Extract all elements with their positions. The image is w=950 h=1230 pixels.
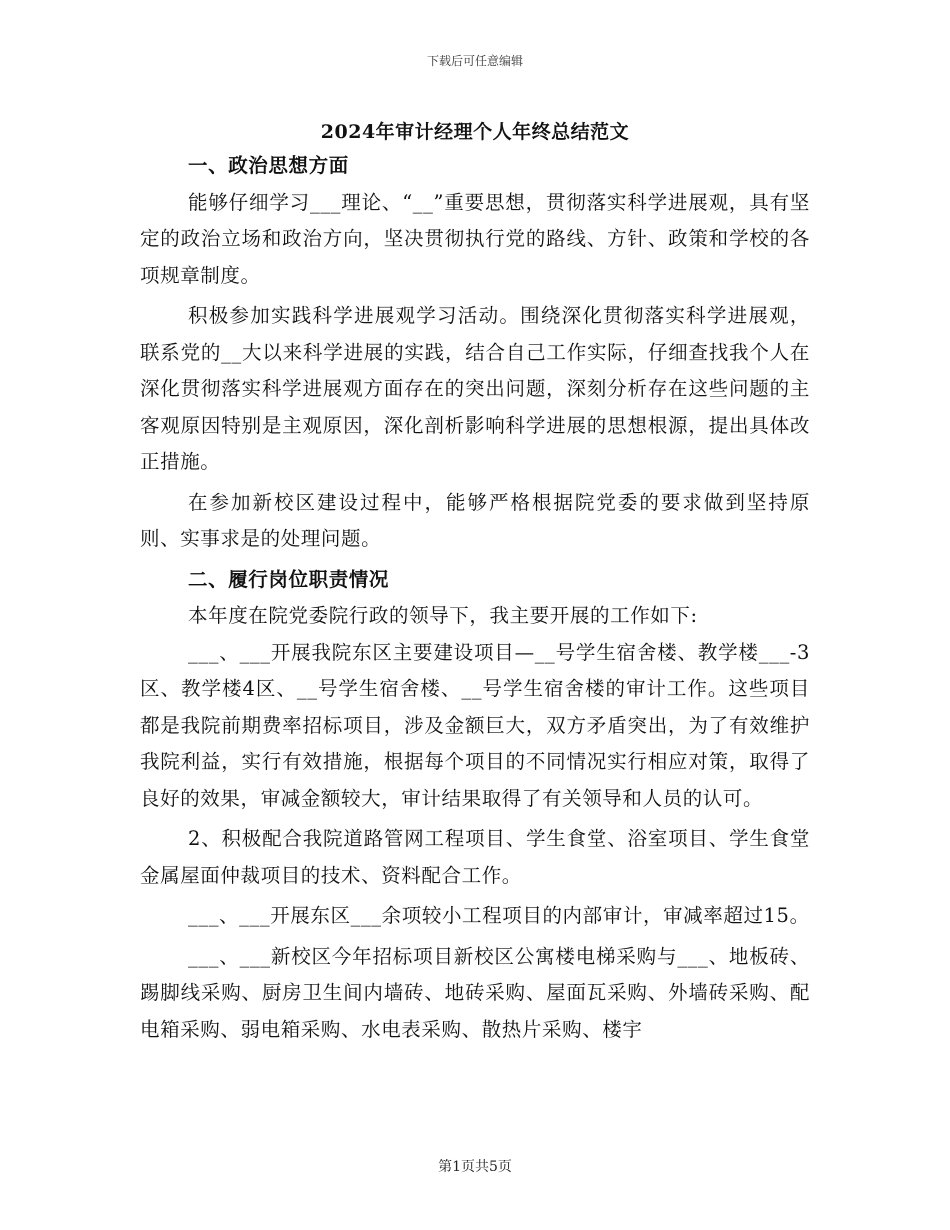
paragraph: ___、___新校区今年招标项目新校区公寓楼电梯采购与___、地板砖、踢脚线采购、厨房卫生间内墙砖、地砖采购、屋面瓦采购、外墙砖采购、配电箱采购、弱电箱采购、水电表采购、散热片采购、楼宇	[140, 944, 810, 1041]
document-body	[140, 148, 810, 1048]
paragraph: 本年度在院党委院行政的领导下，我主要开展的工作如下:	[188, 604, 698, 627]
paragraph: ___、___开展东区___余项较小工程项目的内部审计，审减率超过15。	[188, 904, 810, 927]
section-heading: 一、政治思想方面	[188, 154, 349, 177]
paragraph: 在参加新校区建设过程中，能够严格根据院党委的要求做到坚持原则、实事求是的处理问题。	[140, 490, 810, 550]
paragraph: 积极参加实践科学进展观学习活动。围绕深化贯彻落实科学进展观，联系党的__大以来科学进展的实践，结合自己工作实际，仔细查找我个人在深化贯彻落实科学进展观方面存在的突出问题，深刻分析存在这些问题的主客观原因特别是主观原因，深化剖析影响科学进展的思想根源，提出具体改正措施。	[140, 304, 810, 473]
document-title: 2024年审计经理个人年终总结范文	[320, 121, 630, 143]
paragraph: ___、___开展我院东区主要建设项目—__号学生宿舍楼、教学楼___-3区、教学楼4区、__号学生宿舍楼、__号学生宿舍楼的审计工作。这些项目都是我院前期费率招标项目，涉及金额巨大，双方矛盾突出，为了有效维护我院利益，实行有效措施，根据每个项目的不同情况实行相应对策，取得了良好的效果，审减金额较大，审计结果取得了有关领导和人员的认可。	[140, 640, 810, 810]
section-heading: 二、履行岗位职责情况	[188, 567, 390, 591]
paragraph: 能够仔细学习___理论、“__”重要思想，贯彻落实科学进展观，具有坚定的政治立场和政治方向，坚决贯彻执行党的路线、方针、政策和学校的各项规章制度。	[140, 190, 810, 287]
page-number: 第1页共5页	[438, 1159, 512, 1175]
page-header-note: 下载后可任意编辑	[426, 54, 523, 68]
paragraph: 2、积极配合我院道路管网工程项目、学生食堂、浴室项目、学生食堂金属屋面仲裁项目的技术、资料配合工作。	[140, 827, 810, 887]
